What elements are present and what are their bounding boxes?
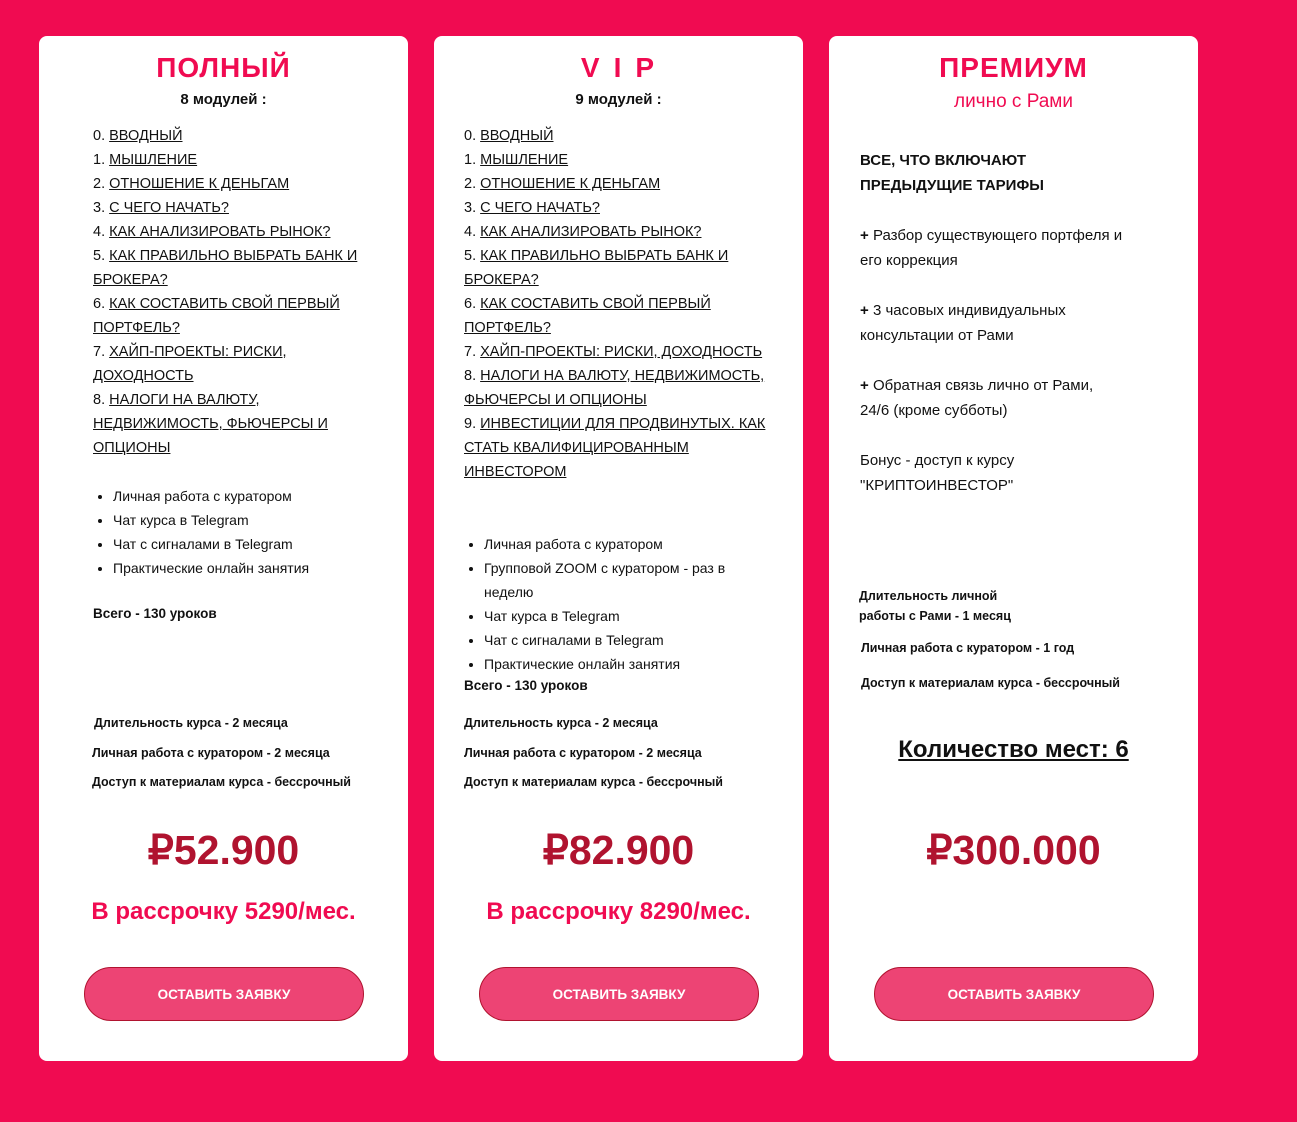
feature-item: • Групповой ZOOM с куратором - раз в неделю (484, 556, 764, 604)
feature-item: • Чат с сигналами в Telegram (113, 532, 403, 556)
feature-item: • Чат с сигналами в Telegram (484, 628, 764, 652)
feature-item: • Практические онлайн занятия (113, 556, 403, 580)
feature-item: • Чат курса в Telegram (113, 508, 403, 532)
module-item: 3. С ЧЕГО НАЧАТЬ? (464, 200, 600, 216)
plus-icon: + (860, 302, 869, 319)
plan-title: ПРЕМИУМ (939, 52, 1088, 83)
module-item: 0. ВВОДНЫЙ (93, 128, 183, 144)
material-access: Доступ к материалам курса - бессрочный (861, 676, 1120, 690)
plan-card-full (39, 36, 408, 1061)
included-heading: ВСЕ, ЧТО ВКЛЮЧАЮТ ПРЕДЫДУЩИЕ ТАРИФЫ (860, 152, 1044, 194)
course-duration: Длительность курса - 2 месяца (464, 716, 658, 730)
module-link[interactable]: ИНВЕСТИЦИИ ДЛЯ ПРОДВИНУТЫХ. КАК СТАТЬ КВАЛИФИЦИРОВАННЫМ ИНВЕСТОРОМ (464, 416, 766, 480)
lesson-total: Всего - 130 уроков (93, 606, 217, 621)
plan-price: ₽52.900 (147, 827, 300, 873)
personal-work-duration: Длительность личной работы с Рами - 1 месяц (859, 589, 1011, 623)
module-item: 4. КАК АНАЛИЗИРОВАТЬ РЫНОК? (93, 224, 331, 240)
feature-item: • Чат курса в Telegram (484, 604, 764, 628)
module-link[interactable]: ОТНОШЕНИЕ К ДЕНЬГАМ (109, 176, 290, 192)
module-item: 2. ОТНОШЕНИЕ К ДЕНЬГАМ (464, 176, 661, 192)
submit-request-button[interactable]: ОСТАВИТЬ ЗАЯВКУ (874, 967, 1154, 1021)
submit-request-button[interactable]: ОСТАВИТЬ ЗАЯВКУ (479, 967, 759, 1021)
module-item: 1. МЫШЛЕНИЕ (464, 152, 569, 168)
module-item: 8. НАЛОГИ НА ВАЛЮТУ, НЕДВИЖИМОСТЬ, ФЬЮЧЕРСЫ И ОПЦИОНЫ (464, 368, 765, 408)
curator-duration: Личная работа с куратором - 2 месяца (92, 746, 330, 760)
module-item: 3. С ЧЕГО НАЧАТЬ? (93, 200, 229, 216)
module-link[interactable]: КАК СОСТАВИТЬ СВОЙ ПЕРВЫЙ ПОРТФЕЛЬ? (464, 296, 711, 336)
plan-title: VIP (580, 52, 669, 83)
feature-list (464, 532, 764, 676)
module-item: 0. ВВОДНЫЙ (464, 128, 554, 144)
module-item: 7. ХАЙП-ПРОЕКТЫ: РИСКИ, ДОХОДНОСТЬ (464, 344, 763, 360)
plus-icon: + (860, 377, 869, 394)
plan-subtitle: лично с Рами (953, 91, 1073, 112)
material-access: Доступ к материалам курса - бессрочный (464, 775, 723, 789)
module-item: 5. КАК ПРАВИЛЬНО ВЫБРАТЬ БАНК И БРОКЕРА? (464, 248, 729, 288)
lesson-total: Всего - 130 уроков (464, 678, 588, 693)
module-link[interactable]: КАК ПРАВИЛЬНО ВЫБРАТЬ БАНК И БРОКЕРА? (93, 248, 358, 288)
module-link[interactable]: ВВОДНЫЙ (480, 128, 554, 144)
module-link[interactable]: МЫШЛЕНИЕ (480, 152, 569, 168)
module-link[interactable]: С ЧЕГО НАЧАТЬ? (480, 200, 600, 216)
module-item: 9. ИНВЕСТИЦИИ ДЛЯ ПРОДВИНУТЫХ. КАК СТАТЬ КВАЛИФИЦИРОВАННЫМ ИНВЕСТОРОМ (464, 416, 766, 480)
module-item: 5. КАК ПРАВИЛЬНО ВЫБРАТЬ БАНК И БРОКЕРА? (93, 248, 358, 288)
module-link[interactable]: ХАЙП-ПРОЕКТЫ: РИСКИ, ДОХОДНОСТЬ (93, 344, 287, 384)
feature-item: • Личная работа с куратором (484, 532, 764, 556)
module-link[interactable]: ХАЙП-ПРОЕКТЫ: РИСКИ, ДОХОДНОСТЬ (480, 344, 763, 360)
module-link[interactable]: МЫШЛЕНИЕ (109, 152, 198, 168)
module-link[interactable]: ОТНОШЕНИЕ К ДЕНЬГАМ (480, 176, 661, 192)
module-link[interactable]: НАЛОГИ НА ВАЛЮТУ, НЕДВИЖИМОСТЬ, ФЬЮЧЕРСЫ И ОПЦИОНЫ (464, 368, 765, 408)
module-item: 7. ХАЙП-ПРОЕКТЫ: РИСКИ, ДОХОДНОСТЬ (93, 344, 287, 384)
curator-duration: Личная работа с куратором - 1 год (861, 641, 1075, 655)
module-item: 6. КАК СОСТАВИТЬ СВОЙ ПЕРВЫЙ ПОРТФЕЛЬ? (93, 296, 340, 336)
premium-extra: + Разбор существующего портфеля и его коррекция (860, 227, 1123, 269)
module-link[interactable]: С ЧЕГО НАЧАТЬ? (109, 200, 229, 216)
submit-request-button[interactable]: ОСТАВИТЬ ЗАЯВКУ (84, 967, 364, 1021)
plan-price: ₽300.000 (926, 827, 1101, 873)
plus-icon: + (860, 227, 869, 244)
plan-subtitle: 9 модулей : (575, 91, 662, 108)
premium-extra: + 3 часовых индивидуальных консультации от Рами (860, 302, 1066, 344)
module-link[interactable]: ВВОДНЫЙ (109, 128, 183, 144)
module-link[interactable]: КАК ПРАВИЛЬНО ВЫБРАТЬ БАНК И БРОКЕРА? (464, 248, 729, 288)
premium-extra: + Обратная связь лично от Рами, 24/6 (кроме субботы) (860, 377, 1094, 419)
curator-duration: Личная работа с куратором - 2 месяца (464, 746, 702, 760)
course-duration: Длительность курса - 2 месяца (94, 716, 288, 730)
plan-card-premium (829, 36, 1198, 1061)
module-link[interactable]: КАК АНАЛИЗИРОВАТЬ РЫНОК? (480, 224, 702, 240)
module-link[interactable]: КАК АНАЛИЗИРОВАТЬ РЫНОК? (109, 224, 331, 240)
feature-item: • Личная работа с куратором (113, 484, 403, 508)
module-link[interactable]: НАЛОГИ НА ВАЛЮТУ, НЕДВИЖИМОСТЬ, ФЬЮЧЕРСЫ И ОПЦИОНЫ (93, 392, 328, 456)
module-item: 2. ОТНОШЕНИЕ К ДЕНЬГАМ (93, 176, 290, 192)
bonus-text: Бонус - доступ к курсу "КРИПТОИНВЕСТОР" (860, 452, 1015, 494)
module-list (93, 124, 383, 460)
plan-card-vip (434, 36, 803, 1061)
module-item: 4. КАК АНАЛИЗИРОВАТЬ РЫНОК? (464, 224, 702, 240)
material-access: Доступ к материалам курса - бессрочный (92, 775, 351, 789)
plan-subtitle: 8 модулей : (180, 91, 267, 108)
feature-list (93, 484, 403, 580)
module-link[interactable]: КАК СОСТАВИТЬ СВОЙ ПЕРВЫЙ ПОРТФЕЛЬ? (93, 296, 340, 336)
module-item: 8. НАЛОГИ НА ВАЛЮТУ, НЕДВИЖИМОСТЬ, ФЬЮЧЕРСЫ И ОПЦИОНЫ (93, 392, 328, 456)
module-list (464, 124, 769, 484)
installment-price: В рассрочку 5290/мес. (91, 898, 356, 925)
seats-count: Количество мест: 6 (898, 736, 1129, 763)
plan-title: ПОЛНЫЙ (156, 52, 291, 83)
plan-price: ₽82.900 (542, 827, 695, 873)
feature-item: • Практические онлайн занятия (484, 652, 764, 676)
module-item: 6. КАК СОСТАВИТЬ СВОЙ ПЕРВЫЙ ПОРТФЕЛЬ? (464, 296, 711, 336)
module-item: 1. МЫШЛЕНИЕ (93, 152, 198, 168)
installment-price: В рассрочку 8290/мес. (486, 898, 751, 925)
